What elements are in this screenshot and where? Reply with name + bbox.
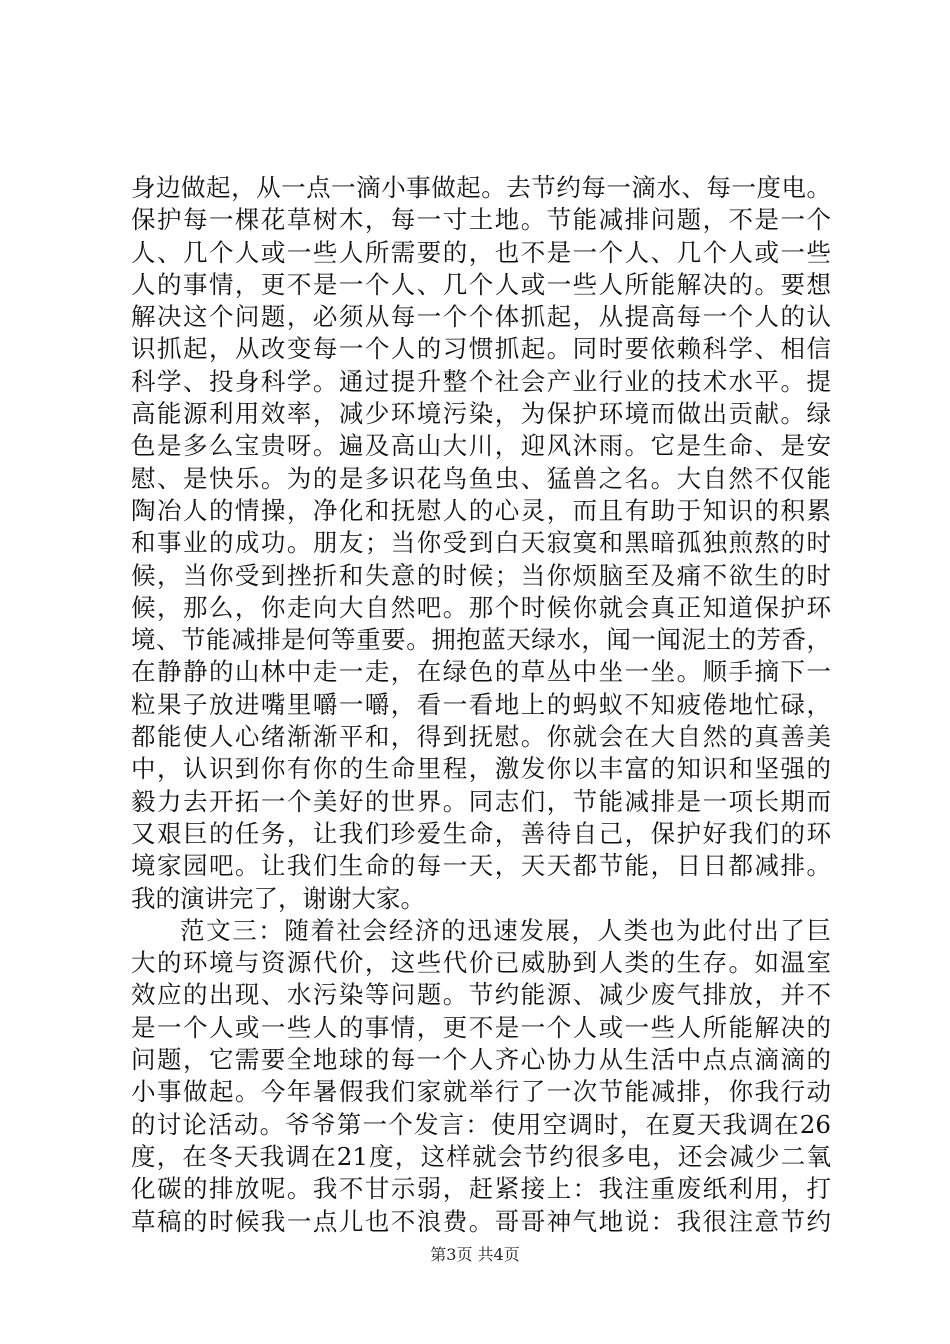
- text-line: 和事业的成功。朋友；当你受到白天寂寞和黑暗孤独煎熬的时: [131, 528, 831, 558]
- text-line: 中，认识到你有你的生命里程，激发你以丰富的知识和坚强的: [131, 754, 831, 784]
- text-line: 是一个人或一些人的事情，更不是一个人或一些人所能解决的: [131, 1012, 831, 1042]
- text-line: 草稿的时候我一点儿也不浪费。哥哥神气地说：我很注意节约: [131, 1206, 831, 1236]
- text-line: 高能源利用效率，减少环境污染，为保护环境而做出贡献。绿: [131, 399, 831, 429]
- text-line: 我的演讲完了，谢谢大家。: [131, 883, 425, 913]
- text-line: 在静静的山林中走一走，在绿色的草丛中坐一坐。顺手摘下一: [131, 657, 831, 687]
- text-line: 识抓起，从改变每一个人的习惯抓起。同时要依赖科学、相信: [131, 334, 831, 364]
- text-line: 保护每一棵花草树木，每一寸土地。节能减排问题，不是一个: [131, 205, 831, 235]
- text-line: 化碳的排放呢。我不甘示弱，赶紧接上：我注重废纸利用，打: [131, 1174, 831, 1204]
- text-line: 大的环境与资源代价，这些代价已威胁到人类的生存。如温室: [131, 948, 831, 978]
- text-line: 又艰巨的任务，让我们珍爱生命，善待自己，保护好我们的环: [131, 818, 831, 848]
- text-line: 粒果子放进嘴里嚼一嚼，看一看地上的蚂蚁不知疲倦地忙碌，: [131, 689, 831, 719]
- body-text: [131, 172, 831, 1238]
- text-line: 人、几个人或一些人所需要的，也不是一个人、几个人或一些: [131, 237, 831, 267]
- text-line: 问题，它需要全地球的每一个人齐心协力从生活中点点滴滴的: [131, 1045, 831, 1075]
- text-line: 度，在冬天我调在21度，这样就会节约很多电，还会减少二氧: [131, 1141, 831, 1171]
- text-line: 陶冶人的情操，净化和抚慰人的心灵，而且有助于知识的积累: [131, 495, 831, 525]
- text-line: 候，那么，你走向大自然吧。那个时候你就会真正知道保护环: [131, 592, 831, 622]
- text-line: 都能使人心绪渐渐平和，得到抚慰。你就会在大自然的真善美: [131, 722, 831, 752]
- text-line: 色是多么宝贵呀。遍及高山大川，迎风沐雨。它是生命、是安: [131, 431, 831, 461]
- page-number-footer: 第3页 共4页: [430, 1245, 520, 1264]
- text-line: 的讨论活动。爷爷第一个发言：使用空调时，在夏天我调在26: [131, 1109, 831, 1139]
- text-line: 小事做起。今年暑假我们家就举行了一次节能减排，你我行动: [131, 1077, 831, 1107]
- text-line: 候，当你受到挫折和失意的时候；当你烦脑至及痛不欲生的时: [131, 560, 831, 590]
- text-line: 境、节能减排是何等重要。拥抱蓝天绿水，闻一闻泥土的芳香，: [131, 625, 831, 655]
- paragraph-start-line: 范文三：随着社会经济的迅速发展，人类也为此付出了巨: [180, 915, 831, 945]
- text-line: 解决这个问题，必须从每一个个体抓起，从提高每一个人的认: [131, 302, 831, 332]
- text-line: 毅力去开拓一个美好的世界。同志们，节能减排是一项长期而: [131, 786, 831, 816]
- text-line: 身边做起，从一点一滴小事做起。去节约每一滴水、每一度电。: [131, 173, 831, 202]
- text-line: 科学、投身科学。通过提升整个社会产业行业的技术水平。提: [131, 366, 831, 396]
- text-line: 慰、是快乐。为的是多识花鸟鱼虫、猛兽之名。大自然不仅能: [131, 463, 831, 493]
- text-line: 境家园吧。让我们生命的每一天，天天都节能，日日都减排。: [131, 851, 831, 881]
- text-line: 效应的出现、水污染等问题。节约能源、减少废气排放，并不: [131, 980, 831, 1010]
- text-line: 人的事情，更不是一个人、几个人或一些人所能解决的。要想: [131, 269, 831, 299]
